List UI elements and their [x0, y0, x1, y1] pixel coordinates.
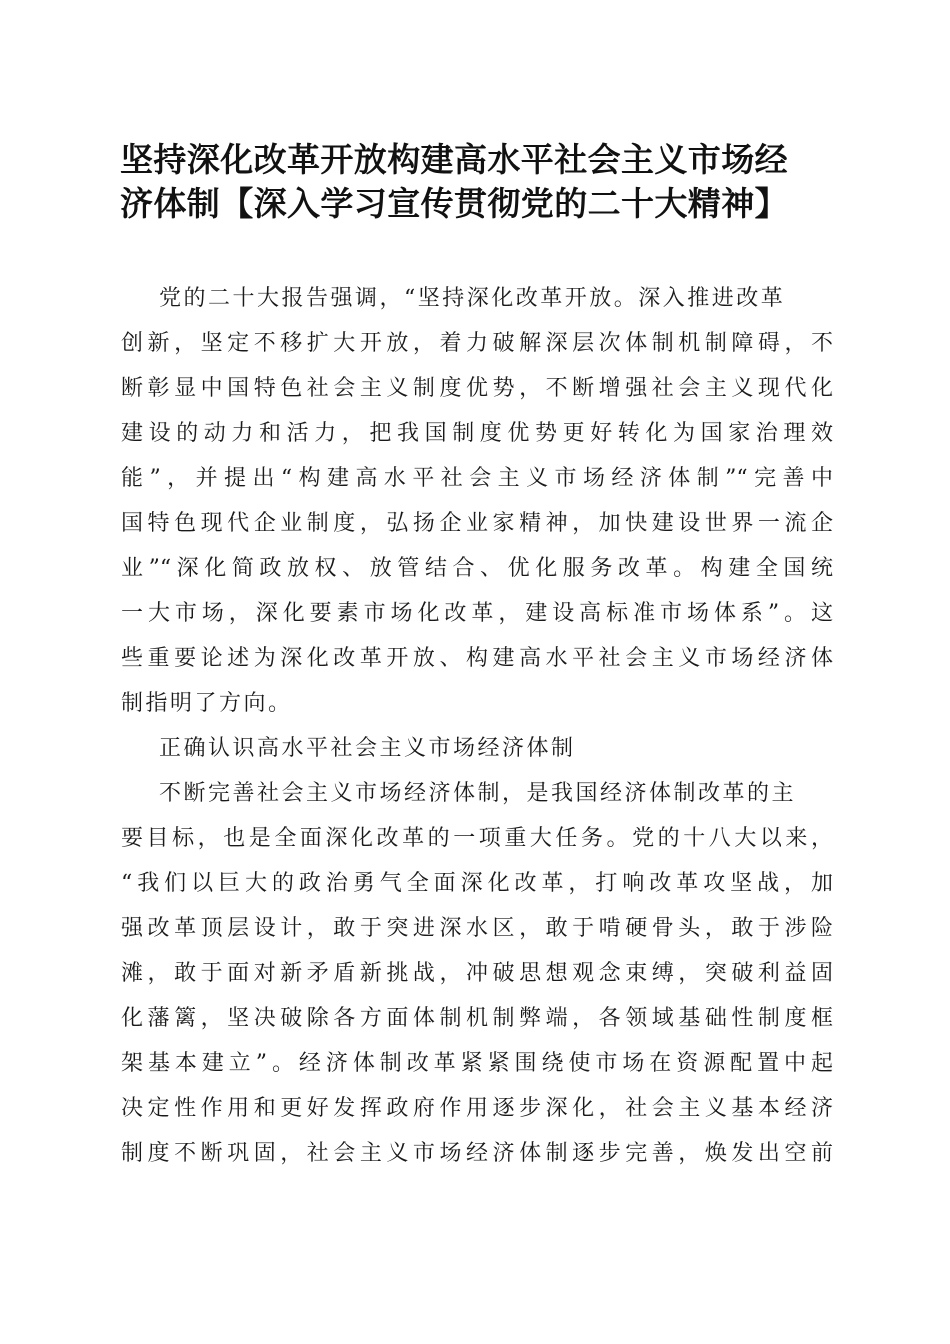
- paragraph-intro: [121, 279, 833, 729]
- text-line: 架基本建立”。经济体制改革紧紧围绕使市场在资源配置中起: [121, 1051, 833, 1076]
- document-title: [120, 138, 832, 226]
- text-line: 断彰显中国特色社会主义制度优势，不断增强社会主义现代化: [121, 376, 833, 401]
- document-body: [121, 279, 833, 1179]
- section-heading: [121, 729, 833, 774]
- text-line: 制度不断巩固，社会主义市场经济体制逐步完善，焕发出空前: [121, 1141, 833, 1166]
- text-line: 制指明了方向。: [121, 691, 293, 716]
- text-line: 党的二十大报告强调，“坚持深化改革开放。深入推进改革: [159, 286, 786, 311]
- text-line: 决定性作用和更好发挥政府作用逐步深化，社会主义基本经济: [121, 1096, 833, 1121]
- paragraph-reform: [121, 774, 833, 1179]
- text-line: 滩，敢于面对新矛盾新挑战，冲破思想观念束缚，突破利益固: [121, 961, 833, 986]
- text-line: 不断完善社会主义市场经济体制，是我国经济体制改革的主: [159, 781, 797, 806]
- text-line: 建设的动力和活力，把我国制度优势更好转化为国家治理效: [121, 421, 833, 446]
- text-line: 要目标，也是全面深化改革的一项重大任务。党的十八大以来，: [121, 826, 833, 851]
- text-line: 些重要论述为深化改革开放、构建高水平社会主义市场经济体: [121, 646, 833, 671]
- title-line: 坚持深化改革开放构建高水平社会主义市场经: [120, 140, 788, 179]
- title-line: 济体制【深入学习宣传贯彻党的二十大精神】: [120, 184, 788, 223]
- text-line: 能”，并提出“构建高水平社会主义市场经济体制”“完善中: [121, 466, 833, 491]
- text-line: “我们以巨大的政治勇气全面深化改革，打响改革攻坚战，加: [121, 871, 833, 896]
- text-line: 国特色现代企业制度，弘扬企业家精神，加快建设世界一流企: [121, 511, 833, 536]
- text-line: 业”“深化简政放权、放管结合、优化服务改革。构建全国统: [121, 556, 833, 581]
- text-line: 一大市场，深化要素市场化改革，建设高标准市场体系”。这: [121, 601, 833, 626]
- text-line: 强改革顶层设计，敢于突进深水区，敢于啃硬骨头，敢于涉险: [121, 916, 833, 941]
- text-line: 创新，坚定不移扩大开放，着力破解深层次体制机制障碍，不: [121, 331, 833, 356]
- text-line: 正确认识高水平社会主义市场经济体制: [159, 736, 576, 761]
- text-line: 化藩篱，坚决破除各方面体制机制弊端，各领域基础性制度框: [121, 1006, 833, 1031]
